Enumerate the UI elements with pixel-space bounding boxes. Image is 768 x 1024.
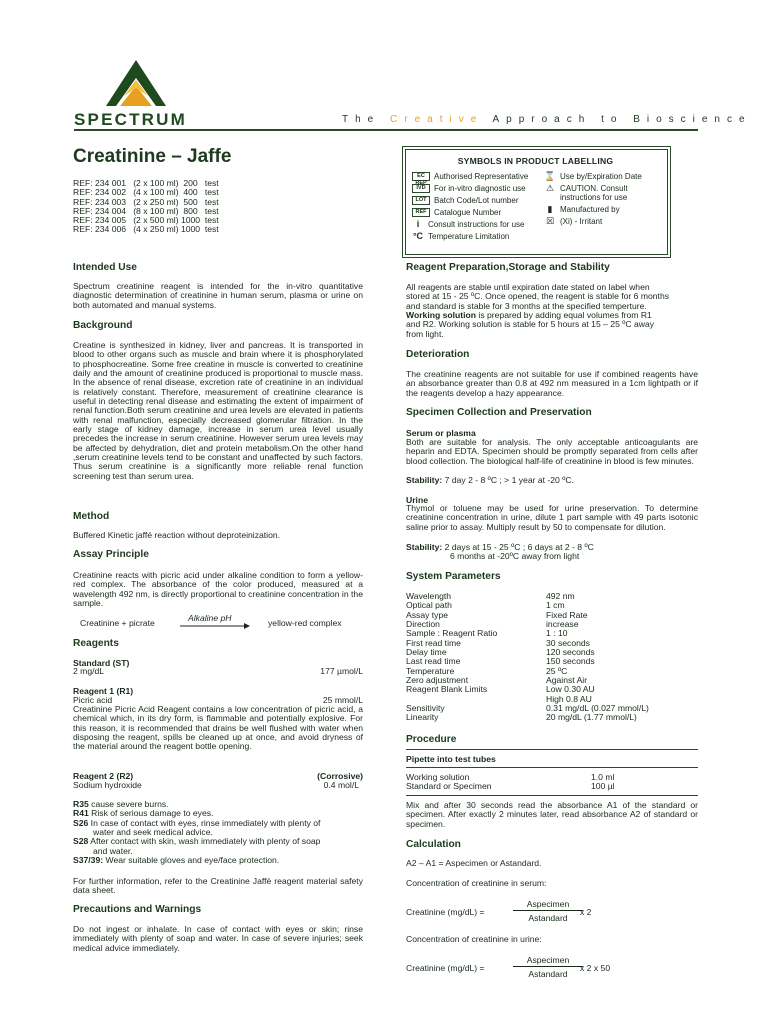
param-value: increase bbox=[546, 619, 579, 630]
param-value: 25 ºC bbox=[546, 665, 568, 676]
param-key: Sensitivity bbox=[406, 703, 445, 714]
method-heading: Method bbox=[73, 511, 110, 522]
risk-code-item: S26 In case of contact with eyes, rinse immediately with plenty of bbox=[73, 817, 321, 828]
param-value: 492 nm bbox=[546, 591, 575, 601]
serum-formula-label: Concentration of creatinine in serum: bbox=[406, 878, 547, 888]
symbol-label: CAUTION. Consult instructions for use bbox=[560, 184, 628, 202]
symbols-right-column bbox=[544, 172, 668, 229]
urine-stability: Stability: 2 days at 15 - 25 ºC ; 6 days at 2 - 8 ºC bbox=[406, 542, 594, 552]
r2-row: Sodium hydroxide 0.4 mol/L bbox=[73, 780, 359, 790]
risk-code-item: R41 Risk of serious damage to eyes. bbox=[73, 808, 214, 819]
precautions-heading: Precautions and Warnings bbox=[73, 904, 202, 915]
assay-principle-text: Creatinine reacts with picric acid under alkaline condition to form a yellow-red complex. The absorbance of the color produced, measured at a wavelength 492 nm, is directly proportional to creatinine concentration in the sample. bbox=[73, 570, 363, 609]
deterioration-text: The creatinine reagents are not suitable for use if combined reagents have an absorbance greater than 0.8 at 492 nm measured in a 1cm lightpath or if the reagents develop a hazy appearance. bbox=[406, 369, 698, 398]
param-key: Wavelength bbox=[406, 591, 452, 601]
symbol-label: Use by/Expiration Date bbox=[560, 172, 642, 181]
symbol-label: For in-vitro diagnostic use bbox=[434, 184, 526, 193]
calculation-heading: Calculation bbox=[406, 839, 461, 850]
r1-text: Creatinine Picric Acid Reagent contains a low concentration of picric acid, a chemical which, in its dry form, is flammable and potentially explosive. For this reason, it is recommended that drains be well flushed with water when disposing the reagent, spills be cleaned up at once, and avoid dryness of the material around the reagent bottle opening. bbox=[73, 704, 363, 752]
symbol-item bbox=[412, 184, 546, 193]
urine-title: Urine bbox=[406, 495, 428, 505]
reaction-arrow-icon bbox=[180, 622, 250, 630]
specimen-heading: Specimen Collection and Preservation bbox=[406, 407, 592, 418]
serum-stability: Stability: 7 day 2 - 8 ºC ; > 1 year at -20 ºC. bbox=[406, 475, 574, 485]
system-params-table bbox=[406, 592, 698, 723]
param-value: 150 seconds bbox=[546, 656, 595, 667]
urine-formula: Creatinine (mg/dL) = Aspecimen Astandard x 2 x 50 bbox=[406, 955, 611, 979]
procedure-heading: Procedure bbox=[406, 734, 457, 745]
background-heading: Background bbox=[73, 320, 133, 331]
symbol-icon: ▮ bbox=[547, 204, 553, 214]
symbol-label: Authorised Representative bbox=[434, 172, 529, 181]
symbol-icon: REF bbox=[412, 208, 430, 217]
brand-name: SPECTRUM bbox=[74, 110, 187, 129]
symbol-item bbox=[412, 196, 546, 205]
param-row bbox=[406, 713, 698, 722]
risk-codes bbox=[73, 800, 363, 865]
risk-code-item: R35 cause severe burns. bbox=[73, 799, 169, 809]
symbol-icon: IVD bbox=[412, 184, 430, 193]
ref-line: REF: 234 006 (4 x 250 ml) 1000 test bbox=[73, 224, 219, 235]
param-row bbox=[406, 782, 698, 791]
symbol-icon: ⚠ bbox=[545, 183, 555, 193]
ref-line: REF: 234 003 (2 x 250 ml) 500 test bbox=[73, 196, 219, 207]
symbol-item bbox=[412, 172, 546, 186]
param-value: 0.31 mg/dL (0.027 mmol/L) bbox=[546, 703, 649, 714]
serum-title: Serum or plasma bbox=[406, 428, 476, 438]
background-text: Creatine is synthesized in kidney, liver and pancreas. It is transported in blood to other organs such as muscle and brain where it is phosphorylated to phosphocreatine. Some free creatine in muscle is converted to creatinine daily and the amount of creatinine produced is proportional to muscle mass. In the absence of renal disease, excretion rate of creatinine in an individual is relatively constant. Therefore, measurement of creatinine clearance is useful in detecting renal disease and estimating the extent of impairment of renal function.Both serum creatinine and urea levels are elevated in patients with renal malfunction, especially decreased glomerular filtration. In the early stage of kidney damage, increase in serum urea level usually precedes the increase in serum creatinine. However serum urea levels may be affected by dehydration, diet and protein metabolism.On the other hand ,serum creatinine levels tend to be constant and unaffected by such factors. Thus serum creatinine is a significantly more reliable renal function screening test than serum urea. bbox=[73, 340, 363, 481]
risk-code-continuation: water and seek medical advice. bbox=[93, 827, 213, 838]
procedure-rule-top bbox=[406, 749, 698, 750]
r1-title: Reagent 1 (R1) bbox=[73, 686, 134, 696]
param-value: 1 cm bbox=[546, 600, 565, 611]
procedure-rule-mid bbox=[406, 767, 698, 768]
risk-code-item: S28 After contact with skin, wash immediately with plenty of soap bbox=[73, 836, 321, 847]
symbol-label: Catalogue Number bbox=[434, 208, 502, 217]
reagents-heading: Reagents bbox=[73, 638, 119, 649]
intended-use-heading: Intended Use bbox=[73, 262, 137, 273]
system-heading: System Parameters bbox=[406, 571, 501, 582]
ref-line: REF: 234 001 (2 x 100 ml) 200 test bbox=[73, 178, 219, 188]
intended-use-text: Spectrum creatinine reagent is intended for the in-vitro quantitative diagnostic determination of creatinine in human serum, plasma or urine on both automated and manual systems. bbox=[73, 281, 363, 310]
precautions-text: Do not ingest or inhalate. In case of contact with eyes or skin; rinse immediately with plenty of soap and water. In case of severe injuries; seek medical advice immediately. bbox=[73, 924, 363, 953]
ref-line: REF: 234 002 (4 x 100 ml) 400 test bbox=[73, 187, 219, 198]
prep-text: All reagents are stable until expiration date stated on label when stored at 15 - 25 ºC. Once opened, the reagent is stable for 6 months and standard is stable for 3 months at the specified temperture. Working solution is prepared by adding equal volumes from R1 and R2. Working solution is stable for 5 hours at 15 – 25 ºC away from light. bbox=[406, 282, 670, 339]
symbol-icon: i bbox=[416, 219, 420, 229]
logo-mark-icon bbox=[104, 58, 168, 108]
tagline: The Creative Approach to Bioscience bbox=[342, 114, 752, 125]
symbol-item bbox=[544, 205, 668, 214]
symbol-label: Manufactured by bbox=[560, 205, 620, 214]
symbol-item bbox=[544, 217, 668, 226]
page-title: Creatinine – Jaffe bbox=[73, 146, 232, 167]
symbol-item bbox=[544, 184, 668, 202]
param-value: Against Air bbox=[546, 675, 588, 686]
param-value: 20 mg/dL (1.77 mmol/L) bbox=[546, 712, 637, 723]
symbol-item bbox=[412, 208, 546, 217]
reaction-right: yellow-red complex bbox=[268, 618, 342, 628]
symbol-item bbox=[412, 220, 546, 229]
symbols-box bbox=[405, 149, 668, 255]
param-key: Standard or Specimen bbox=[406, 781, 492, 792]
param-key: Temperature bbox=[406, 665, 455, 676]
param-value: 120 seconds bbox=[546, 647, 595, 658]
deterioration-heading: Deterioration bbox=[406, 349, 470, 360]
header-rule bbox=[74, 129, 698, 131]
prep-heading: Reagent Preparation,Storage and Stability bbox=[406, 262, 610, 273]
calc-line1: A2 – A1 = Aspecimen or Astandard. bbox=[406, 858, 542, 868]
symbol-icon: ☒ bbox=[545, 216, 555, 226]
ref-line: REF: 234 004 (8 x 100 ml) 800 test bbox=[73, 205, 219, 216]
param-value: Low 0.30 AU bbox=[546, 684, 595, 695]
symbols-title: SYMBOLS IN PRODUCT LABELLING bbox=[457, 156, 614, 166]
urine-text: Thymol or toluene may be used for urine preservation. To determine creatinine concentration in urine, dilute 1 part sample with 49 parts isotonic saline prior to assay. Multiply result by 50 to compensate for dilution. bbox=[406, 503, 698, 532]
param-value: Fixed Rate bbox=[546, 609, 588, 620]
urine-formula-label: Concentration of creatinine in urine: bbox=[406, 934, 542, 944]
reaction-left: Creatinine + picrate bbox=[80, 618, 155, 628]
symbol-icon: ⌛ bbox=[544, 171, 556, 181]
symbol-item bbox=[544, 172, 668, 181]
r1-row: Picric acid 25 mmol/L bbox=[73, 695, 363, 705]
standard-title: Standard (ST) bbox=[73, 658, 130, 668]
symbol-label: Temperature Limitation bbox=[428, 232, 510, 241]
standard-row: 2 mg/dL 177 µmol/L bbox=[73, 666, 363, 676]
param-value: 1 : 10 bbox=[546, 628, 568, 639]
procedure-rule-bottom bbox=[406, 795, 698, 796]
param-key: Working solution bbox=[406, 772, 470, 782]
method-text: Buffered Kinetic jaffé reaction without deproteinization. bbox=[73, 530, 281, 540]
risk-code-continuation: and water. bbox=[93, 845, 133, 856]
param-value: 30 seconds bbox=[546, 637, 590, 648]
param-key: First read time bbox=[406, 637, 461, 648]
procedure-text: Mix and after 30 seconds read the absorbance A1 of the standard or specimen. After exactly 2 minutes later, read absorbance A2 of standard or specimen. bbox=[406, 800, 698, 829]
symbol-label: Batch Code/Lot number bbox=[434, 196, 519, 205]
param-value: 1.0 ml bbox=[591, 772, 615, 782]
urine-stability-2: 6 months at -20ºC away from light bbox=[450, 551, 580, 561]
symbols-left-column bbox=[412, 172, 546, 244]
risk-code-item: S37/39: Wear suitable gloves and eye/face protection. bbox=[73, 855, 280, 866]
symbol-label: (Xi) - Irritant bbox=[560, 217, 603, 226]
param-key: Assay type bbox=[406, 609, 449, 620]
serum-text: Both are suitable for analysis. The only acceptable anticoagulants are heparin and EDTA. Specimen should be promptly separated from cells after blood collection. The biological half-life of creatinine in blood is few minutes. bbox=[406, 437, 698, 466]
param-value: High 0.8 AU bbox=[546, 693, 592, 704]
param-key: Direction bbox=[406, 619, 440, 630]
pipette-label: Pipette into test tubes bbox=[406, 754, 496, 764]
symbol-icon: EC REP bbox=[412, 172, 430, 181]
procedure-table bbox=[406, 773, 698, 792]
symbol-label: Consult instructions for use bbox=[428, 220, 525, 229]
param-key: Delay time bbox=[406, 647, 447, 658]
symbol-icon: °C bbox=[412, 231, 424, 241]
ref-list bbox=[73, 179, 219, 235]
r2-title-row: Reagent 2 (R2) (Corrosive) bbox=[73, 771, 363, 781]
assay-principle-heading: Assay Principle bbox=[73, 549, 149, 560]
param-key: Reagent Blank Limits bbox=[406, 684, 488, 695]
further-info: For further information, refer to the Creatinine Jaffè reagent material safety data sheet. bbox=[73, 876, 363, 896]
symbol-item bbox=[412, 232, 546, 241]
param-key: Zero adjustment bbox=[406, 675, 469, 686]
reaction-condition: Alkaline pH bbox=[188, 613, 232, 623]
param-key: Sample : Reagent Ratio bbox=[406, 628, 498, 639]
param-key: Last read time bbox=[406, 656, 461, 667]
param-value: 100 µl bbox=[591, 781, 615, 792]
serum-formula: Creatinine (mg/dL) = Aspecimen Astandard x 2 bbox=[406, 899, 592, 923]
param-key: Linearity bbox=[406, 712, 439, 723]
param-key: Optical path bbox=[406, 600, 452, 611]
symbol-icon: LOT bbox=[412, 196, 430, 205]
ref-line: REF: 234 005 (2 x 500 ml) 1000 test bbox=[73, 215, 219, 226]
